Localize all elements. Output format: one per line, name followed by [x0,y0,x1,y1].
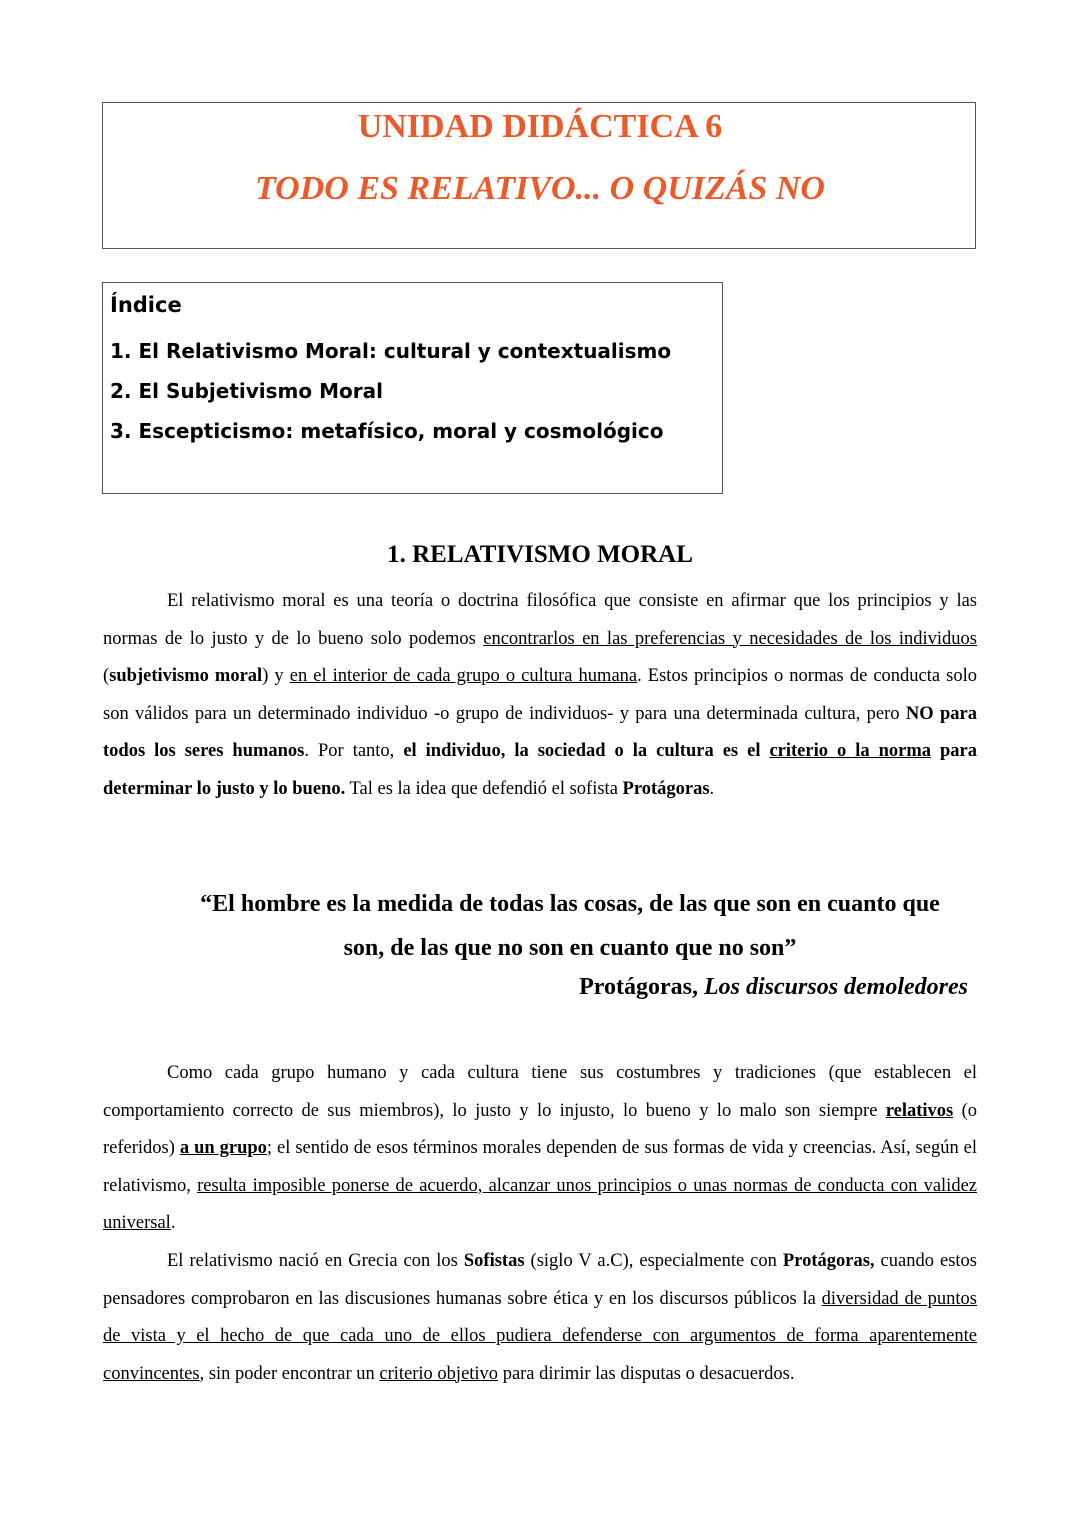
underlined-phrase: criterio objetivo [379,1363,499,1384]
quote-work: Los discursos demoledores [704,974,968,1000]
index-item-1: 1. El Relativismo Moral: cultural y contextualismo [110,339,672,363]
index-box [102,282,723,494]
underlined-phrase: diversidad de puntos de vista y el hecho de que cada uno de ellos pudiera defenderse con argumentos de forma aparentemente convincentes [103,1288,977,1384]
quote-line-2: son, de las que no son en cuanto que no son” [343,935,797,961]
underlined-phrase: encontrarlos en las preferencias y necesidades de los individuos [483,628,978,649]
unit-title: UNIDAD DIDÁCTICA 6 [357,108,723,145]
index-item-2: 2. El Subjetivismo Moral [110,379,383,403]
paragraph-1: El relativismo moral es una teoría o doctrina filosófica que consiste en afirmar que los principios y las normas de lo justo y de lo bueno solo podemos encontrarlos en las preferencias y necesidades de los individuos (subjetivismo moral) y en el interior de cada grupo o cultura humana. Estos principios o normas de conducta solo son válidos para un determinado individuo -o grupo de individuos- y para una determinada cultura, pero NO para todos los seres humanos. Por tanto, el individuo, la sociedad o la cultura es el criterio o la norma para determinar lo justo y lo bueno. Tal es la idea que defendió el sofista Protágoras. [103,591,978,799]
quote-author: Protágoras, Los discursos demoledores [579,974,968,1000]
paragraph-2: Como cada grupo humano y cada cultura tiene sus costumbres y tradiciones (que establecen el comportamiento correcto de sus miembros), lo justo y lo injusto, lo bueno y lo malo son siempre relativos (o referidos) a un grupo; el sentido de esos términos morales dependen de sus formas de vida y creencias. Así, según el relativismo, resulta imposible ponerse de acuerdo, alcanzar unos principios o unas normas de conducta con validez universal. [103,1063,978,1233]
index-title: Índice [110,293,182,317]
underlined-phrase: resulta imposible ponerse de acuerdo, alcanzar unos principios o unas normas de conducta con validez universal [103,1175,977,1233]
unit-subtitle: TODO ES RELATIVO... O QUIZÁS NO [255,170,825,207]
underlined-phrase: en el interior de cada grupo o cultura humana [289,666,638,686]
quote-line-1: “El hombre es la medida de todas las cosas, de las que son en cuanto que [200,891,940,917]
section-heading: 1. RELATIVISMO MORAL [387,541,693,568]
paragraph-3: El relativismo nació en Grecia con los Sofistas (siglo V a.C), especialmente con Protágoras, cuando estos pensadores comprobaron en las discusiones humanas sobre ética y en los discursos públicos la diversidad de puntos de vista y el hecho de que cada uno de ellos pudiera defenderse con argumentos de forma aparentemente convincentes, sin poder encontrar un criterio objetivo para dirimir las disputas o desacuerdos. [103,1251,977,1384]
index-item-3: 3. Escepticismo: metafísico, moral y cosmológico [110,419,664,443]
